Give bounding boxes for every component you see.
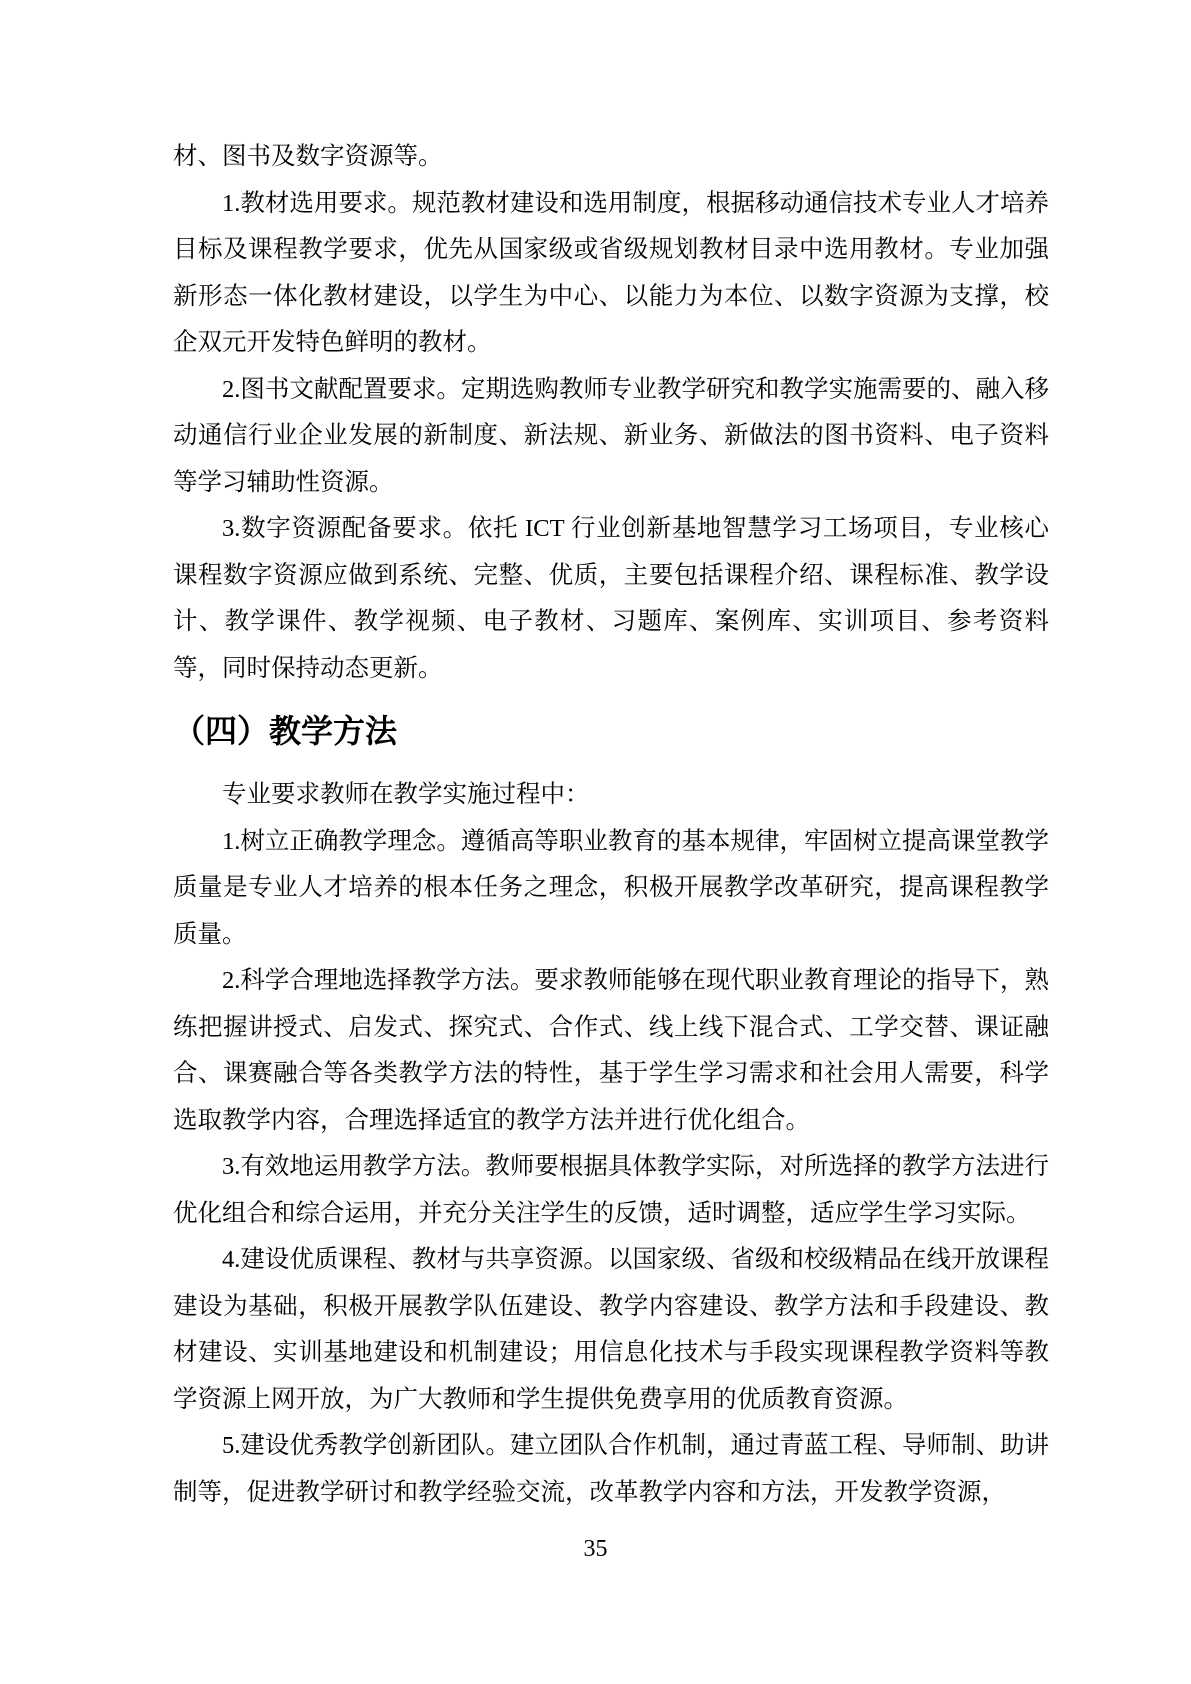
paragraph-teaching-innovation-team: 5.建设优秀教学创新团队。建立团队合作机制，通过青蓝工程、导师制、助讲制等，促进教学研讨和教学经验交流，改革教学内容和方法，开发教学资源， bbox=[173, 1432, 1049, 1506]
page-body bbox=[173, 134, 1049, 1516]
paragraph-quality-courses-resources: 4.建设优质课程、教材与共享资源。以国家级、省级和校级精品在线开放课程建设为基础，积极开展教学队伍建设、教学内容建设、教学方法和手段建设、教材建设、实训基地建设和机制建设；用信息化技术与手段实现课程教学资料等教学资源上网开放，为广大教师和学生提供免费享用的优质教育资源。 bbox=[173, 1246, 1049, 1413]
paragraph-teaching-philosophy: 1.树立正确教学理念。遵循高等职业教育的基本规律，牢固树立提高课堂教学质量是专业人才培养的根本任务之理念，积极开展教学改革研究，提高课程教学质量。 bbox=[173, 827, 1049, 948]
paragraph-digital-resources: 3.数字资源配备要求。依托 ICT 行业创新基地智慧学习工场项目，专业核心课程数字资源应做到系统、完整、优质，主要包括课程介绍、课程标准、教学设计、教学课件、教学视频、电子教材、习题库、案例库、实训项目、参考资料等，同时保持动态更新。 bbox=[173, 515, 1049, 682]
paragraph-textbook-selection: 1.教材选用要求。规范教材建设和选用制度，根据移动通信技术专业人才培养目标及课程教学要求，优先从国家级或省级规划教材目录中选用教材。专业加强新形态一体化教材建设，以学生为中心、以能力为本位、以数字资源为支撑，校企双元开发特色鲜明的教材。 bbox=[173, 189, 1049, 356]
page-footer bbox=[0, 1536, 1191, 1563]
paragraph-continued-from-previous-page: 材、图书及数字资源等。 bbox=[173, 143, 443, 170]
heading-section-4-teaching-methods: （四）教学方法 bbox=[173, 713, 398, 749]
paragraph-library-literature: 2.图书文献配置要求。定期选购教师专业教学研究和教学实施需要的、融入移动通信行业企业发展的新制度、新法规、新业务、新做法的图书资料、电子资料等学习辅助性资源。 bbox=[173, 375, 1049, 496]
page-number: 35 bbox=[583, 1536, 608, 1562]
paragraph-method-application: 3.有效地运用教学方法。教师要根据具体教学实际，对所选择的教学方法进行优化组合和综合运用，并充分关注学生的反馈，适时调整，适应学生学习实际。 bbox=[173, 1153, 1049, 1227]
paragraph-method-selection: 2.科学合理地选择教学方法。要求教师能够在现代职业教育理论的指导下，熟练把握讲授式、启发式、探究式、合作式、线上线下混合式、工学交替、课证融合、课赛融合等各类教学方法的特性，基于学生学习需求和社会用人需要，科学选取教学内容，合理选择适宜的教学方法并进行优化组合。 bbox=[173, 967, 1049, 1134]
paragraph-teaching-methods-intro: 专业要求教师在教学实施过程中： bbox=[222, 781, 590, 808]
